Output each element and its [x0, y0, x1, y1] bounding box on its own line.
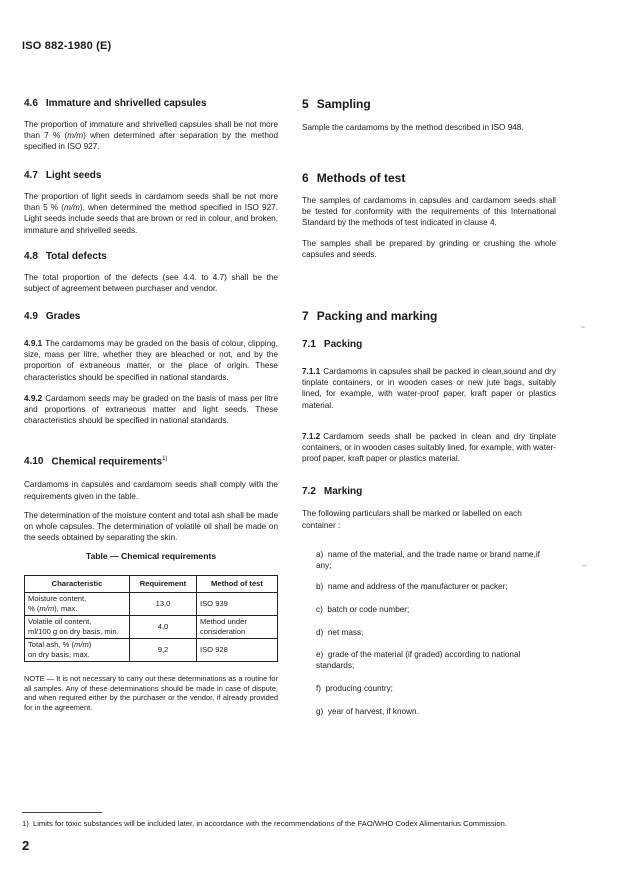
chemical-requirements-table [24, 575, 278, 662]
section-text: The proportion of immature and shrivelled capsules shall be not more than 7 % (m/m) when determined after separation by the method specified in ISO 927. [24, 120, 278, 152]
list-item: c) batch or code number; [316, 605, 410, 614]
section-text: Cardamoms in capsules and cardamom seeds shall comply with the requirements given in the table. [24, 480, 278, 501]
section-title: Chemical requirements [51, 456, 163, 468]
footnote-divider [22, 812, 102, 813]
section-7 [302, 309, 556, 531]
section-text: Sample the cardamoms by the method described in ISO 948. [302, 123, 524, 132]
section-title: Sampling [316, 97, 371, 111]
section-number: 4.8 [24, 251, 38, 262]
column-header: Method of test [197, 576, 278, 593]
paragraph-7-1-1: 7.1.1 Cardamoms in capsules shall be packed in clean,sound and dry tinplate containers, or in wooden cases or new jute bags, suitably lined, for example, with water-proof paper, kraft paper or plastics material. [302, 367, 556, 410]
table-row [25, 639, 278, 662]
section-number: 4.9 [24, 311, 38, 322]
column-header: Requirement [130, 576, 197, 593]
section-title: Grades [45, 311, 81, 322]
list-item: d) net mass; [316, 628, 364, 637]
column-header: Characteristic [25, 576, 130, 593]
section-text: The determination of the moisture content and total ash shall be made on whole capsules. The determination of volatile oil shall be made on the seeds obtained by separating the skin. [24, 510, 278, 543]
section-4-9 [24, 311, 278, 426]
table-cell: 13,0 [130, 593, 197, 616]
list-item: e) grade of the material (if graded) according to national standards; [316, 650, 521, 671]
paragraph-7-1-2: 7.1.2 Cardamom seeds shall be packed in clean and dry tinplate containers, or in wooden cases suitably lined, for example, with water-proof paper, kraft paper or plastics material. [302, 431, 556, 464]
paragraph-4-9-1: 4.9.1 The cardamoms may be graded on the basis of colour, clipping, size, mass per litre, whether they are bleached or not, and by the proportion of extraneous matter, or the place of origin. These characteristics should be specified in national standards. [24, 339, 278, 382]
table-cell: 9,2 [130, 639, 197, 662]
section-text: The total proportion of the defects (see 4.4. to 4.7) shall be the subject of agreement between purchaser and vendor. [24, 273, 278, 294]
section-5 [302, 97, 556, 133]
table-cell: 4,0 [130, 616, 197, 639]
section-number: 7 [302, 309, 309, 323]
section-4-7 [24, 170, 278, 236]
section-title: Packing [323, 339, 363, 350]
section-number: 4.6 [24, 98, 38, 109]
section-4-10 [24, 456, 278, 543]
margin-mark: – [582, 560, 588, 570]
page-number: 2 [22, 838, 30, 853]
table-caption: Table — Chemical requirements [85, 551, 217, 561]
section-title: Methods of test [316, 171, 406, 185]
section-title: Packing and marking [316, 309, 438, 323]
section-title: Total defects [45, 251, 107, 262]
table-cell: ISO 939 [197, 593, 278, 616]
table-cell: Volatile oil content, ml/100 g on dry basis, min. [25, 616, 130, 639]
section-title: Immature and shrivelled capsules [45, 98, 207, 109]
table-header-row [25, 576, 278, 593]
table-cell: ISO 928 [197, 639, 278, 662]
section-number: 6 [302, 171, 309, 185]
section-number: 5 [302, 97, 309, 111]
section-number: 4.10 [24, 456, 44, 468]
list-item: f) producing country; [316, 684, 393, 693]
section-number: 4.7 [24, 170, 38, 181]
section-text: The proportion of light seeds in cardamom seeds shall be not more than 5 % (m/m), when determined the method specified in ISO 927. Light seeds include seeds that are brown or red in colour, and broken, immature and shrivelled seeds. [24, 192, 278, 235]
list-item: a) name of the material, and the trade name or brand name,if any; [316, 550, 540, 571]
document-id: ISO 882-1980 (E) [22, 40, 112, 52]
list-item: b) name and address of the manufacturer or packer; [316, 582, 508, 591]
footnote: 1) Limits for toxic substances will be included later, in accordance with the recommendations of the FAO/WHO Codex Alimentarius Commission. [22, 819, 507, 828]
table-row [25, 593, 278, 616]
table-cell: Method under consideration [197, 616, 278, 639]
section-4-6 [24, 98, 278, 153]
table-cell: Moisture content, % (m/m), max. [25, 593, 130, 616]
section-4-8 [24, 251, 278, 294]
section-title: Light seeds [45, 170, 102, 181]
section-6 [302, 171, 556, 260]
margin-mark: ~ [580, 322, 586, 332]
paragraph-4-9-2: 4.9.2 Cardamom seeds may be graded on the basis of mass per litre and proportions of extraneous matter and light seeds. These characteristics should be specified in national standards. [24, 393, 278, 426]
marking-intro: The following particulars shall be marked or labelled on each container : [302, 509, 522, 530]
section-text: The samples shall be prepared by grinding or crushing the whole capsules and seeds. [302, 238, 556, 259]
section-number: 7.2 [302, 486, 316, 498]
section-number: 7.1 [302, 339, 316, 350]
table-row [25, 616, 278, 639]
list-item: g) year of harvest, if known. [316, 707, 419, 716]
section-title: Marking [323, 486, 363, 498]
footnote-reference[interactable]: 1) [162, 456, 168, 462]
table-cell: Total ash, % (m/m) on dry basis, max. [25, 639, 130, 662]
table-note: NOTE — It is not necessary to carry out these determinations as a routine for all samples. Any of these determinations should be made in case of dispute, and when required either by the purchaser or the vendor, if already provided for in the agreement. [24, 674, 278, 712]
section-text: The samples of cardamoms in capsules and cardamom seeds shall be tested for conformity with the requirements of this International Standard by the methods of test indicated in clause 4. [302, 196, 556, 228]
